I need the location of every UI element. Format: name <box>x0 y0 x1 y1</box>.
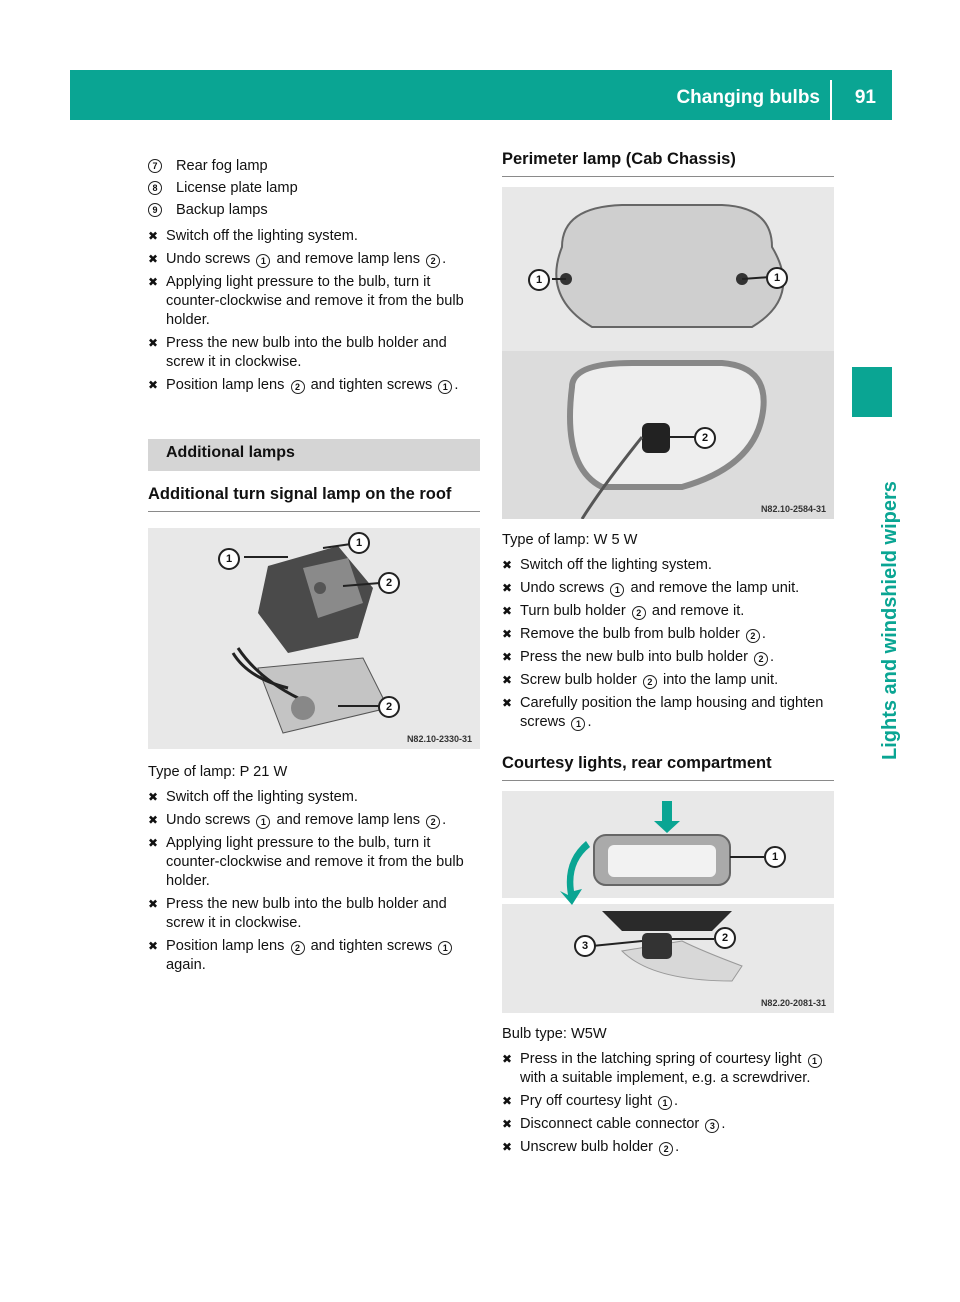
step-item <box>148 811 480 830</box>
header-divider <box>830 80 832 120</box>
callout-number: 2 <box>754 652 768 666</box>
step-text: Applying light pressure to the bulb, turn it counter-clockwise and remove it from the bulb holder. <box>166 274 464 328</box>
callout-1: 1 <box>764 846 786 868</box>
callout-number: 2 <box>291 941 305 955</box>
chapter-label: Lights and windshield wipers <box>879 481 901 760</box>
step-text: and remove the lamp unit. <box>630 580 800 596</box>
step-arrow-icon: ✖ <box>148 378 159 392</box>
step-text-group <box>520 1092 834 1111</box>
step-arrow-icon: ✖ <box>502 1140 513 1154</box>
step-item <box>148 334 480 372</box>
step-item <box>502 648 834 667</box>
step-item <box>502 694 834 732</box>
legend-item <box>148 177 480 199</box>
callout-number: 1 <box>256 815 270 829</box>
step-text: Switch off the lighting system. <box>166 789 358 805</box>
lamp-type: Type of lamp: P 21 W <box>148 764 288 780</box>
legend-item <box>148 199 480 221</box>
callout-number: 1 <box>808 1054 822 1068</box>
step-text: Undo screws <box>166 812 251 828</box>
step-text: . <box>761 626 766 642</box>
step-text: into the lamp unit. <box>662 672 779 688</box>
section-title: Additional lamps <box>148 439 480 471</box>
callout-number: 3 <box>705 1119 719 1133</box>
step-arrow-icon: ✖ <box>148 939 159 953</box>
step-item <box>148 895 480 933</box>
step-text-group <box>520 602 834 621</box>
step-arrow-icon: ✖ <box>148 813 159 827</box>
step-arrow-icon: ✖ <box>148 897 159 911</box>
step-text: . <box>587 714 592 730</box>
step-text-group <box>520 694 834 732</box>
step-text: Position lamp lens <box>166 938 285 954</box>
callout-2: 2 <box>714 927 736 949</box>
step-text: Disconnect cable connector <box>520 1116 700 1132</box>
step-text: Unscrew bulb holder <box>520 1139 654 1155</box>
callout-2: 2 <box>378 572 400 594</box>
step-text: and tighten screws <box>310 377 433 393</box>
step-arrow-icon: ✖ <box>502 673 513 687</box>
left-column <box>148 155 480 979</box>
step-text-group <box>166 937 480 975</box>
step-item <box>148 937 480 975</box>
step-text: Remove the bulb from bulb holder <box>520 626 740 642</box>
step-arrow-icon: ✖ <box>502 696 513 710</box>
courtesy-light-illustration <box>502 791 834 1013</box>
right-column <box>502 148 834 1161</box>
roof-lamp-illustration <box>148 528 480 749</box>
step-text: . <box>454 377 459 393</box>
step-item <box>502 579 834 598</box>
callout-number: 2 <box>426 815 440 829</box>
step-text-group <box>166 250 480 269</box>
step-text: Switch off the lighting system. <box>520 557 712 573</box>
step-item <box>148 834 480 891</box>
steps-list <box>502 556 834 732</box>
step-text-group <box>520 671 834 690</box>
step-arrow-icon: ✖ <box>502 650 513 664</box>
subheading: Additional turn signal lamp on the roof <box>148 483 480 512</box>
step-text-group <box>520 648 834 667</box>
step-arrow-icon: ✖ <box>148 275 159 289</box>
step-text: and remove lamp lens <box>276 812 421 828</box>
step-text: Switch off the lighting system. <box>166 228 358 244</box>
step-item <box>502 602 834 621</box>
callout-3: 3 <box>574 935 596 957</box>
step-text: . <box>770 649 775 665</box>
step-text: Position lamp lens <box>166 377 285 393</box>
heading-courtesy-lights: Courtesy lights, rear compartment <box>502 752 834 781</box>
step-text: Press in the latching spring of courtesy light <box>520 1051 802 1067</box>
callout-1: 1 <box>528 269 550 291</box>
step-arrow-icon: ✖ <box>502 604 513 618</box>
step-arrow-icon: ✖ <box>148 790 159 804</box>
legend-list <box>148 155 480 221</box>
step-arrow-icon: ✖ <box>148 229 159 243</box>
callout-2: 2 <box>378 696 400 718</box>
step-text: . <box>675 1139 680 1155</box>
step-arrow-icon: ✖ <box>502 627 513 641</box>
callout-1: 1 <box>218 548 240 570</box>
step-text: and remove it. <box>651 603 745 619</box>
page-number: 91 <box>854 87 876 108</box>
step-text-group <box>166 811 480 830</box>
step-text-group <box>166 376 480 395</box>
step-arrow-icon: ✖ <box>502 1117 513 1131</box>
step-text: Press the new bulb into the bulb holder and screw it in clockwise. <box>166 896 447 931</box>
callout-number: 2 <box>426 254 440 268</box>
perimeter-lamp-illustration <box>502 187 834 519</box>
step-item <box>502 556 834 575</box>
figure-perimeter-lamp <box>502 187 834 519</box>
callout-number: 2 <box>643 675 657 689</box>
step-text: . <box>442 251 447 267</box>
callout-number: 2 <box>746 629 760 643</box>
callout-number: 1 <box>438 380 452 394</box>
step-item <box>502 1138 834 1157</box>
callout-1: 1 <box>766 267 788 289</box>
step-text-group <box>520 1115 834 1134</box>
step-item <box>502 1115 834 1134</box>
legend-text: Backup lamps <box>176 201 268 218</box>
callout-number: 8 <box>148 181 162 195</box>
page-header <box>70 70 892 120</box>
chapter-tab <box>852 367 892 417</box>
heading-perimeter-lamp: Perimeter lamp (Cab Chassis) <box>502 148 834 177</box>
callout-number: 1 <box>658 1096 672 1110</box>
step-arrow-icon: ✖ <box>148 252 159 266</box>
legend-text: License plate lamp <box>176 179 298 196</box>
callout-number: 2 <box>659 1142 673 1156</box>
figure-code: N82.10-2330-31 <box>406 734 472 744</box>
step-arrow-icon: ✖ <box>502 1094 513 1108</box>
step-arrow-icon: ✖ <box>502 558 513 572</box>
step-text: Applying light pressure to the bulb, turn it counter-clockwise and remove it from the bulb holder. <box>166 835 464 889</box>
legend-text: Rear fog lamp <box>176 157 268 174</box>
callout-number: 2 <box>632 606 646 620</box>
step-text-group <box>520 625 834 644</box>
step-text: Press the new bulb into bulb holder <box>520 649 748 665</box>
figure-roof-turn-signal <box>148 528 480 749</box>
step-text: . <box>721 1116 726 1132</box>
callout-number: 1 <box>256 254 270 268</box>
callout-1: 1 <box>348 532 370 554</box>
step-item <box>502 671 834 690</box>
step-item <box>502 1050 834 1088</box>
step-arrow-icon: ✖ <box>502 1052 513 1066</box>
figure-code: N82.10-2584-31 <box>760 504 826 514</box>
bulb-type: Bulb type: W5W <box>502 1026 607 1042</box>
callout-number: 9 <box>148 203 162 217</box>
step-arrow-icon: ✖ <box>502 581 513 595</box>
callout-2: 2 <box>694 427 716 449</box>
figure-courtesy-lights <box>502 791 834 1013</box>
step-text-group <box>520 1138 834 1157</box>
step-text: again. <box>166 957 206 973</box>
legend-item <box>148 155 480 177</box>
step-item <box>502 625 834 644</box>
steps-list <box>502 1050 834 1157</box>
step-text: with a suitable implement, e.g. a screwdriver. <box>520 1070 811 1086</box>
step-text-group <box>520 1050 834 1088</box>
step-arrow-icon: ✖ <box>148 336 159 350</box>
figure-code: N82.20-2081-31 <box>760 998 826 1008</box>
header-title: Changing bulbs <box>676 87 820 108</box>
step-text: Turn bulb holder <box>520 603 626 619</box>
step-text: Undo screws <box>520 580 605 596</box>
step-item <box>148 376 480 395</box>
step-text: and remove lamp lens <box>276 251 421 267</box>
callout-number: 1 <box>571 717 585 731</box>
step-item <box>148 788 480 807</box>
steps-list <box>148 788 480 975</box>
callout-number: 1 <box>438 941 452 955</box>
step-item <box>502 1092 834 1111</box>
step-text: . <box>674 1093 679 1109</box>
step-text: and tighten screws <box>310 938 433 954</box>
step-arrow-icon: ✖ <box>148 836 159 850</box>
step-text: . <box>442 812 447 828</box>
step-item <box>148 273 480 330</box>
callout-number: 1 <box>610 583 624 597</box>
step-text-group <box>520 579 834 598</box>
step-text: Screw bulb holder <box>520 672 637 688</box>
step-text: Carefully position the lamp housing and tighten screws <box>520 695 824 730</box>
step-text: Pry off courtesy light <box>520 1093 652 1109</box>
lamp-type: Type of lamp: W 5 W <box>502 532 638 548</box>
step-text: Press the new bulb into the bulb holder and screw it in clockwise. <box>166 335 447 370</box>
steps-list <box>148 227 480 395</box>
callout-number: 7 <box>148 159 162 173</box>
callout-number: 2 <box>291 380 305 394</box>
step-item <box>148 227 480 246</box>
step-text: Undo screws <box>166 251 251 267</box>
step-item <box>148 250 480 269</box>
